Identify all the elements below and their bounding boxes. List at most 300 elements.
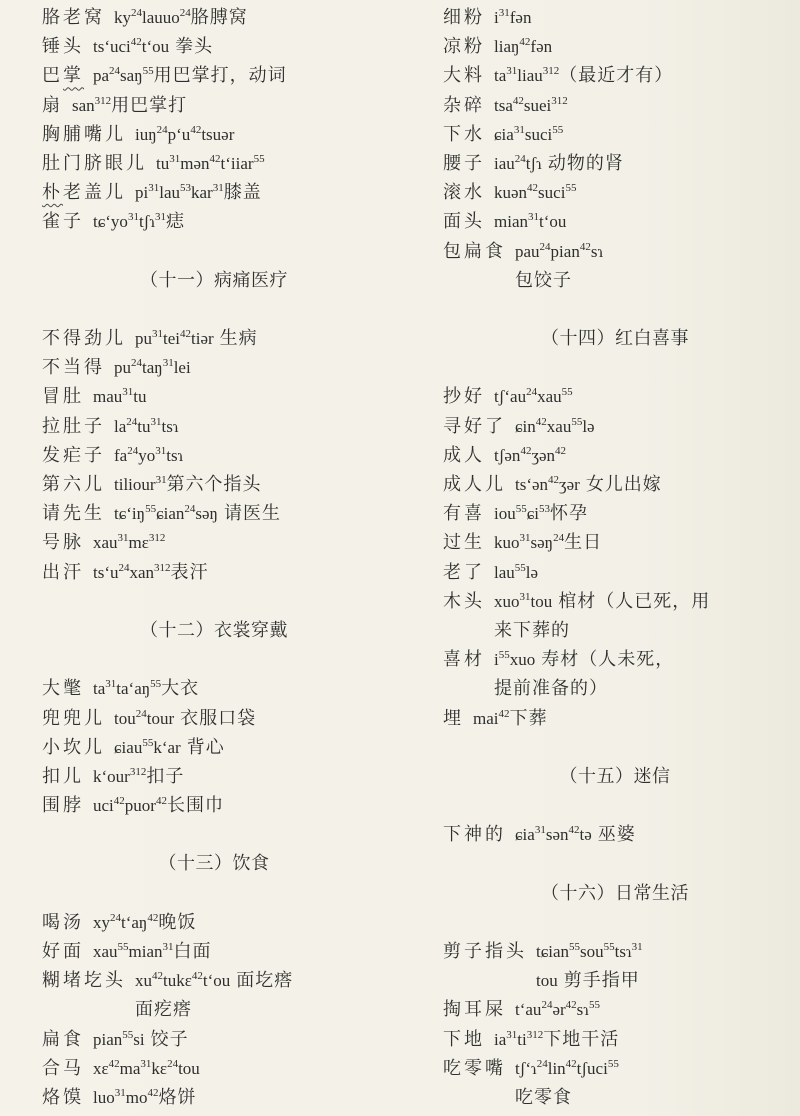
entry-line xyxy=(114,3,386,32)
syllable: ma xyxy=(119,1058,141,1078)
tone-number: 42 xyxy=(190,123,202,136)
gloss: 棺材（人已死，用 xyxy=(558,590,711,612)
syllable: tour xyxy=(146,708,175,728)
entry-line xyxy=(494,382,787,411)
gloss: 长围巾 xyxy=(166,795,224,817)
tone-number: 24 xyxy=(526,386,538,399)
syllable: liaŋ xyxy=(494,37,520,57)
syllable: ʒən xyxy=(531,445,556,465)
gloss: 请医生 xyxy=(223,503,281,525)
vocab-entry xyxy=(42,3,386,32)
entry-body xyxy=(114,704,386,733)
entry-body xyxy=(473,704,787,733)
vocab-entry xyxy=(42,791,386,820)
syllable: sən xyxy=(545,825,569,845)
entry-term: 杂碎 xyxy=(443,94,485,116)
tone-number: 55 xyxy=(515,503,527,516)
entry-body xyxy=(515,1054,787,1112)
entry-term: 面头 xyxy=(443,211,485,233)
vocab-entry xyxy=(443,32,787,61)
entry-term: 抄好 xyxy=(443,386,485,408)
syllable: mian xyxy=(494,212,528,232)
syllable: lin xyxy=(547,1058,566,1078)
syllable: t‘ou xyxy=(539,212,567,232)
tone-number: 31 xyxy=(498,7,510,19)
tone-number: 312 xyxy=(542,65,560,78)
syllable: mɛ xyxy=(128,533,149,553)
tone-number: 55 xyxy=(142,736,154,749)
entry-term: 滚水 xyxy=(443,182,485,204)
pronunciation xyxy=(515,1000,600,1019)
syllable: lau xyxy=(159,183,181,203)
tone-number: 42 xyxy=(568,824,580,837)
tone-number: 55 xyxy=(253,152,265,165)
entry-line xyxy=(494,32,787,61)
entry-line xyxy=(473,704,787,733)
entry-body xyxy=(93,762,386,791)
gloss: 用巴掌打 xyxy=(111,94,188,116)
gloss: 女儿出嫁 xyxy=(585,474,662,495)
continuation-line xyxy=(494,616,787,645)
tone-number: 24 xyxy=(539,240,551,253)
tone-number: 55 xyxy=(514,561,526,574)
entry-body xyxy=(72,91,386,120)
tone-number: 31 xyxy=(519,532,531,545)
entry-term: 吃零嘴 xyxy=(443,1057,506,1079)
syllable: liau xyxy=(517,66,543,86)
vocab-entry xyxy=(443,820,787,849)
syllable: xau xyxy=(93,942,118,961)
syllable: fən xyxy=(530,37,553,57)
tone-number: 55 xyxy=(565,182,577,195)
syllable: tei xyxy=(163,329,180,349)
syllable: pa xyxy=(93,66,110,86)
tone-number: 31 xyxy=(140,1057,152,1070)
syllable: tu xyxy=(156,153,170,173)
tone-number: 42 xyxy=(498,707,510,720)
gloss: 背心 xyxy=(186,736,225,758)
syllable: səŋ xyxy=(195,504,218,524)
entry-term: 扇 xyxy=(42,94,63,116)
entry-term: 好面 xyxy=(42,941,84,962)
entry-term: 胳老窝 xyxy=(42,7,105,28)
entry-term: 剪子指头 xyxy=(443,941,527,962)
syllable: ɕi xyxy=(526,504,540,524)
gloss: 痣 xyxy=(165,211,185,233)
pronunciation xyxy=(93,37,169,56)
tone-number: 312 xyxy=(551,94,568,107)
entry-term: 腰子 xyxy=(443,152,485,174)
tone-number: 55 xyxy=(145,503,157,516)
gloss: 第六个指头 xyxy=(166,474,262,495)
entry-line xyxy=(114,441,386,470)
entry-body xyxy=(93,61,386,90)
entry-body xyxy=(114,412,386,441)
entry-term: 老了 xyxy=(443,561,485,583)
vocab-entry xyxy=(443,528,787,557)
vocab-entry xyxy=(42,120,386,149)
tone-number: 31 xyxy=(162,357,174,370)
syllable: mo xyxy=(125,1087,148,1107)
syllable: tou xyxy=(178,1058,200,1078)
entry-body xyxy=(494,178,787,207)
entry-body xyxy=(515,470,787,499)
pronunciation xyxy=(473,709,510,728)
entry-term: 请先生 xyxy=(42,503,105,525)
entry-term: 木头 xyxy=(443,590,485,612)
gloss: 寿材（人未死， xyxy=(541,649,675,671)
entry-body xyxy=(515,995,787,1024)
syllable: i xyxy=(494,8,499,27)
pronunciation xyxy=(114,738,181,757)
syllable: lei xyxy=(173,358,191,378)
syllable: pian xyxy=(550,241,580,261)
syllable: tʃɿ xyxy=(138,212,155,232)
entry-line xyxy=(494,3,787,32)
pronunciation xyxy=(93,563,171,582)
syllable: suci xyxy=(538,183,566,203)
continuation-line xyxy=(515,266,787,295)
syllable: lə xyxy=(582,416,595,436)
pronunciation xyxy=(515,417,595,436)
tone-number: 312 xyxy=(129,765,147,778)
pronunciation xyxy=(114,475,167,494)
entry-line xyxy=(93,791,386,820)
syllable: t‘aŋ xyxy=(121,912,148,932)
entry-line xyxy=(135,178,386,207)
gloss: 下葬 xyxy=(509,707,548,729)
tone-number: 31 xyxy=(212,182,224,195)
syllable: ɕin xyxy=(515,416,536,436)
vocab-entry xyxy=(443,1025,787,1054)
syllable: ts‘uci xyxy=(93,37,131,57)
entry-body xyxy=(114,353,386,382)
tone-number: 31 xyxy=(154,211,166,224)
tone-number: 42 xyxy=(535,415,547,428)
vocab-entry xyxy=(42,762,386,791)
tone-number: 24 xyxy=(127,444,139,457)
vocab-entry xyxy=(443,645,787,703)
entry-term: 号脉 xyxy=(42,532,84,554)
tone-number: 42 xyxy=(555,444,567,457)
tone-number: 31 xyxy=(506,65,518,78)
vocab-entry xyxy=(42,499,386,528)
continuation-line xyxy=(135,995,386,1024)
entry-term: 扁食 xyxy=(42,1028,84,1050)
term-part-wavy-marked: 掌 xyxy=(63,65,84,87)
vocab-entry xyxy=(443,1054,787,1112)
pronunciation xyxy=(135,183,224,202)
pronunciation xyxy=(494,96,568,115)
pronunciation xyxy=(515,242,603,261)
pronunciation xyxy=(494,533,564,552)
syllable: kɛ xyxy=(151,1058,168,1078)
vocab-entry xyxy=(42,470,386,499)
entry-body xyxy=(135,966,386,1024)
tone-number: 42 xyxy=(180,328,191,341)
pronunciation xyxy=(494,212,566,231)
syllable: tsa xyxy=(494,95,513,115)
entry-line xyxy=(93,1025,386,1054)
section-heading: （十六）日常生活 xyxy=(541,882,689,904)
entry-term: 喜材 xyxy=(443,649,485,671)
syllable: ɕia xyxy=(494,124,514,144)
pronunciation xyxy=(114,358,191,377)
syllable: tʃ‘au xyxy=(494,387,527,407)
entry-body xyxy=(93,528,386,557)
syllable: tou xyxy=(114,708,136,728)
entry-term: 下地 xyxy=(443,1028,485,1050)
entry-body xyxy=(135,120,386,149)
tone-number: 24 xyxy=(131,7,142,19)
syllable: tiər xyxy=(191,329,214,349)
vocab-entry xyxy=(42,1083,386,1112)
term-part-wavy-marked: 朴 xyxy=(42,182,63,204)
pronunciation xyxy=(494,125,563,144)
entry-term: 兜兜儿 xyxy=(42,707,105,729)
entry-body xyxy=(135,178,386,207)
tone-number: 42 xyxy=(152,970,163,983)
tone-number: 42 xyxy=(520,444,532,457)
syllable: la xyxy=(114,416,127,436)
entry-line xyxy=(93,1083,386,1112)
continuation-line xyxy=(515,1083,787,1112)
vocab-entry xyxy=(42,704,386,733)
syllable: ta xyxy=(93,679,106,699)
syllable: p‘u xyxy=(167,124,191,144)
vocab-entry xyxy=(443,178,787,207)
entry-line xyxy=(135,324,386,353)
syllable: sɿ xyxy=(576,1000,589,1020)
syllable: t‘iiar xyxy=(220,153,254,173)
syllable: tɕ‘yo xyxy=(93,212,128,232)
syllable: ky xyxy=(114,8,131,27)
tone-number: 312 xyxy=(94,94,112,107)
entry-line xyxy=(494,149,787,178)
entry-line xyxy=(494,645,787,674)
entry-body xyxy=(515,820,787,849)
entry-line xyxy=(494,120,787,149)
gloss: 胳膊窝 xyxy=(190,7,248,28)
term-part: 巴 xyxy=(42,65,63,87)
syllable: tiliour xyxy=(114,475,156,494)
vocab-entry xyxy=(42,937,386,966)
syllable: xau xyxy=(537,387,562,407)
tone-number: 24 xyxy=(179,7,191,19)
entry-term: 胸脯嘴儿 xyxy=(42,123,126,145)
vocab-entry xyxy=(42,61,386,90)
syllable: xu xyxy=(135,971,152,991)
entry-body xyxy=(93,32,386,61)
tone-number: 42 xyxy=(108,1057,120,1070)
entry-line xyxy=(93,1054,386,1083)
entry-term: 合马 xyxy=(42,1057,84,1079)
entry-body xyxy=(156,149,386,178)
entry-line xyxy=(93,32,386,61)
vocab-entry xyxy=(443,704,787,733)
gloss: （最近才有） xyxy=(559,65,674,87)
entry-term: 不得劲儿 xyxy=(42,328,126,350)
entry-term xyxy=(42,61,84,90)
tone-number: 55 xyxy=(150,678,162,691)
syllable: ər xyxy=(552,1000,566,1020)
entry-term: 冒肚 xyxy=(42,386,84,408)
tone-number: 42 xyxy=(565,999,577,1012)
entry-term: 小坎儿 xyxy=(42,736,105,758)
vocab-entry xyxy=(42,1054,386,1083)
entry-line xyxy=(114,733,386,762)
entry-line xyxy=(494,441,787,470)
pronunciation xyxy=(135,971,230,990)
syllable: ɕian xyxy=(156,504,185,524)
pronunciation xyxy=(135,125,234,144)
syllable: xau xyxy=(546,416,572,436)
entry-line xyxy=(156,149,386,178)
pronunciation xyxy=(72,96,111,115)
entry-term: 有喜 xyxy=(443,503,485,525)
vocab-entry xyxy=(42,528,386,557)
gloss-continuation: 来下葬的 xyxy=(494,619,570,641)
entry-term: 掏耳屎 xyxy=(443,999,506,1021)
tone-number: 55 xyxy=(603,941,615,953)
entry-body xyxy=(93,791,386,820)
tone-number: 55 xyxy=(498,649,510,662)
syllable: t‘ou xyxy=(202,971,231,991)
entry-line xyxy=(93,61,386,90)
syllable: tou xyxy=(536,971,558,991)
entry-body xyxy=(93,1083,386,1112)
syllable: fa xyxy=(114,445,128,465)
vocab-entry xyxy=(443,149,787,178)
vocab-entry xyxy=(443,237,787,295)
pronunciation xyxy=(114,417,179,436)
syllable: xɛ xyxy=(93,1058,109,1078)
entry-body xyxy=(114,3,386,32)
gloss: 衣服口袋 xyxy=(180,707,257,729)
gloss: 生日 xyxy=(564,532,603,554)
gloss: 巫婆 xyxy=(597,824,636,846)
tone-number: 31 xyxy=(122,386,134,399)
tone-number: 24 xyxy=(131,357,142,370)
pronunciation xyxy=(93,1030,145,1049)
syllable: tsuər xyxy=(201,124,235,144)
gloss: 生病 xyxy=(219,328,258,350)
entry-line xyxy=(93,528,386,557)
vocab-entry xyxy=(42,558,386,587)
tone-number: 42 xyxy=(147,1086,159,1099)
pronunciation xyxy=(135,329,214,348)
syllable: tʃən xyxy=(494,445,521,465)
vocab-entry xyxy=(42,207,386,236)
tone-number: 31 xyxy=(631,941,643,953)
entry-term: 第六儿 xyxy=(42,474,105,495)
vocab-entry xyxy=(42,32,386,61)
syllable: tou xyxy=(530,591,553,611)
entry-term: 围脖 xyxy=(42,795,84,817)
pronunciation xyxy=(494,183,576,202)
pronunciation xyxy=(93,767,146,786)
tone-number: 24 xyxy=(184,503,196,516)
pronunciation xyxy=(494,66,559,85)
tone-number: 55 xyxy=(561,386,573,399)
entry-line xyxy=(515,412,787,441)
entry-body xyxy=(494,382,787,411)
entry-line xyxy=(494,61,787,90)
vocab-entry xyxy=(42,178,386,207)
entry-line xyxy=(93,937,386,966)
tone-number: 31 xyxy=(148,182,160,195)
gloss-continuation: 包饺子 xyxy=(515,269,572,291)
tone-number: 42 xyxy=(155,795,167,808)
syllable: lau xyxy=(494,562,515,582)
entry-line xyxy=(135,966,386,995)
syllable: t‘ou xyxy=(141,37,170,57)
entry-body xyxy=(515,237,787,295)
entry-body xyxy=(494,528,787,557)
entry-term: 糊堵圪头 xyxy=(42,970,126,992)
vocab-entry xyxy=(42,382,386,411)
entry-body xyxy=(494,441,787,470)
syllable: tu xyxy=(137,416,151,436)
right-column xyxy=(443,3,787,1112)
vocab-entry xyxy=(443,558,787,587)
entry-line xyxy=(494,558,787,587)
gloss-continuation: 剪手指甲 xyxy=(563,970,640,992)
syllable: mian xyxy=(128,942,163,961)
pronunciation xyxy=(114,504,218,523)
vocab-entry xyxy=(443,207,787,236)
syllable: tsɿ xyxy=(614,942,632,961)
entry-body xyxy=(114,733,386,762)
syllable: kuo xyxy=(494,533,520,553)
gloss: 下地干活 xyxy=(543,1028,620,1050)
vocab-entry xyxy=(443,499,787,528)
entry-body xyxy=(93,937,386,966)
syllable: tɕian xyxy=(536,942,570,961)
syllable: lauuo xyxy=(142,8,180,27)
left-column xyxy=(42,3,386,1112)
vocab-entry xyxy=(42,324,386,353)
syllable: ɕiau xyxy=(114,737,143,757)
entry-body xyxy=(93,908,386,937)
tone-number: 24 xyxy=(167,1057,179,1070)
gloss-continuation: 吃零食 xyxy=(515,1086,572,1108)
gloss: 扣子 xyxy=(146,765,185,787)
syllable: k‘ar xyxy=(153,737,181,757)
syllable: sɿ xyxy=(590,241,604,261)
vocab-entry xyxy=(443,441,787,470)
syllable: tsɿ xyxy=(166,445,184,465)
tone-number: 31 xyxy=(152,328,163,341)
pronunciation xyxy=(93,1059,200,1078)
entry-term: 埋 xyxy=(443,707,464,729)
pronunciation xyxy=(93,913,158,932)
entry-line xyxy=(93,382,386,411)
entry-line xyxy=(494,528,787,557)
entry-body xyxy=(494,558,787,587)
entry-term: 成人 xyxy=(443,444,485,466)
syllable: ti xyxy=(517,1029,527,1049)
entry-body xyxy=(93,1025,386,1054)
entry-body xyxy=(494,120,787,149)
syllable: i xyxy=(494,650,499,670)
syllable: ʒər xyxy=(559,475,580,494)
pronunciation xyxy=(494,592,552,611)
tone-number: 24 xyxy=(536,1057,548,1070)
tone-number: 312 xyxy=(154,561,171,574)
syllable: kar xyxy=(191,183,213,203)
syllable: saŋ xyxy=(120,66,143,86)
